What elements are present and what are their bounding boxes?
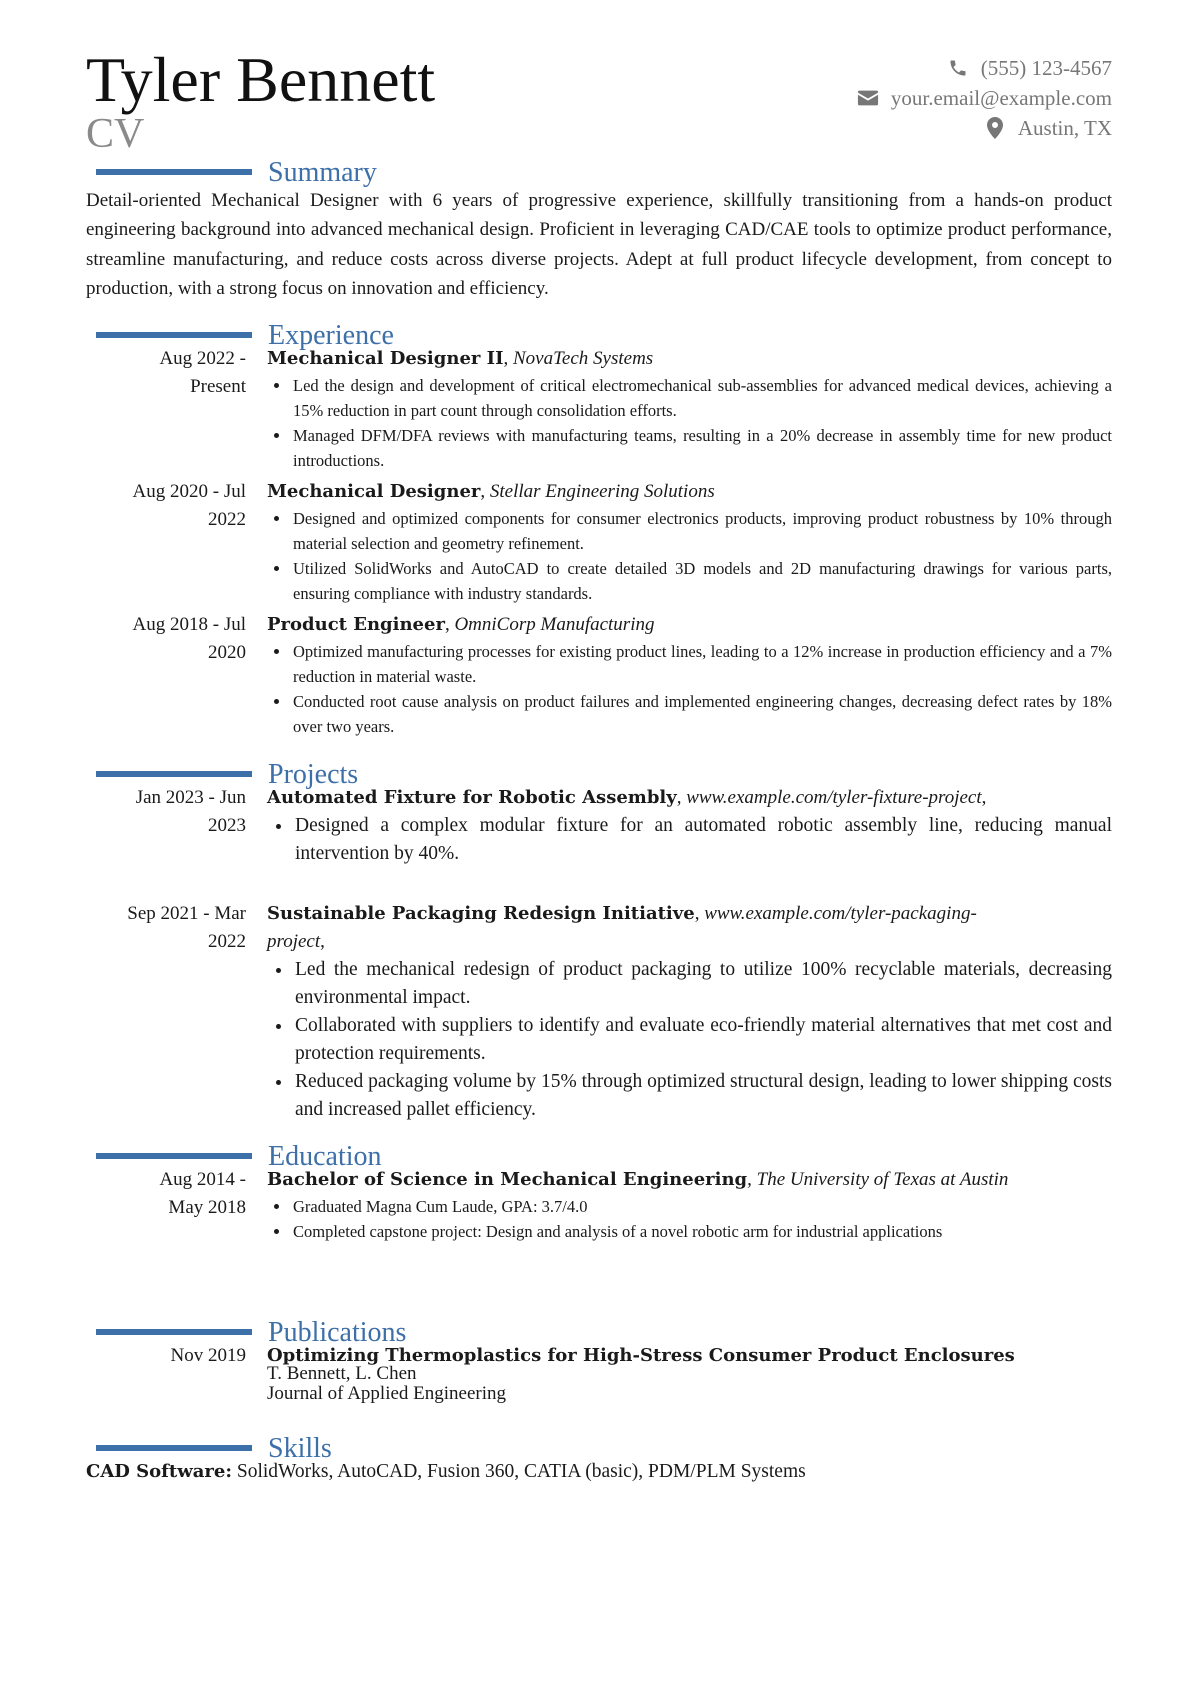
project-title: Automated Fixture for Robotic Assembly [267,787,677,808]
section-title: Publications [268,1317,407,1348]
section-title: Experience [268,320,394,351]
bullet-list [267,956,1112,1124]
section-title: Projects [268,759,359,790]
entry-heading: Sustainable Packaging Redesign Initiative, www.example.com/tyler-packaging-project, [267,903,977,952]
entry-date: Jan 2023 - Jun 2023 [135,787,246,836]
institution-name: The University of Texas at Austin [756,1169,1009,1190]
bullet-item: • Completed capstone project: Design and analysis of a novel robotic arm for industrial applications [291,1219,1112,1244]
entry-heading: Bachelor of Science in Mechanical Engineering, The University of Texas at Austin [267,1169,1009,1190]
bullet-item: • Led the mechanical redesign of product packaging to utilize 100% recyclable materials, decreasing environmental impact. [293,956,1112,1012]
entry-date: Aug 2014 - May 2018 [159,1169,246,1218]
bullet-list [267,812,1112,868]
contact-info [857,53,1112,143]
entry-date: Nov 2019 [170,1345,246,1366]
publication-venue: Journal of Applied Engineering [267,1383,507,1404]
section-bar [96,1153,252,1159]
summary-text: Detail-oriented Mechanical Designer with 6 years of progressive experience, skillfully transitioning from a hands-on product engineering background into advanced mechanical design. Proficient in leveraging CAD/CAE tools to optimize product performance, streamline manufacturing, and reduce costs across diverse projects. Adept at full product lifecycle development, from concept to production, with a strong focus on innovation and efficiency. [86,190,1112,300]
bullet-item: • Reduced packaging volume by 15% through optimized structural design, leading to lower shipping costs and increased pallet efficiency. [293,1068,1112,1124]
entry-body [267,1342,1112,1404]
entry-body [267,900,1112,1124]
entry-body [267,611,1112,739]
entry-heading: Mechanical Designer II, NovaTech Systems [267,348,654,369]
project-link[interactable]: www.example.com/tyler-packaging-project [267,903,977,952]
bullet-item: • Utilized SolidWorks and AutoCAD to create detailed 3D models and 2D manufacturing drawings for various parts, ensuring compliance with industry standards. [291,556,1112,606]
entry-date: Aug 2020 - Jul 2022 [132,481,246,530]
bullet-list [267,506,1112,606]
entry-heading: Automated Fixture for Robotic Assembly, www.example.com/tyler-fixture-project, [267,787,987,808]
bullet-list [267,1194,1112,1244]
location-text: Austin, TX [1017,116,1112,140]
bullet-item: • Graduated Magna Cum Laude, GPA: 3.7/4.0 [291,1194,1112,1219]
phone-number: (555) 123-4567 [980,56,1112,80]
bullet-item: • Conducted root cause analysis on product failures and implemented engineering changes, decreasing defect rates by 18% over two years. [291,689,1112,739]
publication-authors: T. Bennett, L. Chen [267,1363,417,1384]
section-title: Skills [268,1433,332,1464]
entry-body [267,345,1112,473]
contact-location [857,113,1112,143]
email-address[interactable]: your.email@example.com [890,86,1112,110]
section-bar [96,1329,252,1335]
section-title: Education [268,1141,382,1172]
map-pin-icon [984,117,1006,139]
skill-category: CAD Software: [86,1461,232,1482]
job-title: Product Engineer [267,614,445,635]
publication-title: Optimizing Thermoplastics for High-Stress Consumer Product Enclosures [267,1345,1015,1366]
section-bar [96,771,252,777]
section-bar [96,332,252,338]
entry-body [267,784,1112,868]
bullet-list [267,373,1112,473]
company-name: Stellar Engineering Solutions [489,481,715,502]
contact-phone [857,53,1112,83]
degree-title: Bachelor of Science in Mechanical Engineering [267,1169,748,1190]
skills-row [86,1458,806,1486]
entry-heading: Mechanical Designer, Stellar Engineering Solutions [267,481,715,502]
project-title: Sustainable Packaging Redesign Initiative [267,903,695,924]
contact-email [857,83,1112,113]
section-summary-heading [86,156,1112,190]
section-bar [96,1445,252,1451]
project-link[interactable]: www.example.com/tyler-fixture-project [686,787,982,808]
resume-page [86,0,1112,1683]
candidate-name: Tyler Bennett [86,44,436,115]
entry-date: Sep 2021 - Mar 2022 [127,903,246,952]
bullet-item: • Collaborated with suppliers to identify and evaluate eco-friendly material alternatives that met cost and protection requirements. [293,1012,1112,1068]
company-name: NovaTech Systems [513,348,654,369]
bullet-item: • Managed DFM/DFA reviews with manufacturing teams, resulting in a 20% decrease in assembly time for new product introductions. [291,423,1112,473]
bullet-item: • Designed and optimized components for consumer electronics products, improving product robustness by 10% through material selection and geometry refinement. [291,506,1112,556]
bullet-list [267,639,1112,739]
section-bar [96,169,252,175]
entry-date: Aug 2018 - Jul 2020 [132,614,246,663]
company-name: OmniCorp Manufacturing [454,614,655,635]
bullet-item: • Led the design and development of critical electromechanical sub-assemblies for advanced medical devices, achieving a 15% reduction in part count through consolidation efforts. [291,373,1112,423]
section-title: Summary [268,157,377,188]
job-title: Mechanical Designer II [267,348,504,369]
entry-heading: Product Engineer, OmniCorp Manufacturing [267,614,655,635]
entry-body [267,1166,1112,1244]
bullet-item: • Designed a complex modular fixture for an automated robotic assembly line, reducing manual intervention by 40%. [293,812,1112,868]
bullet-item: • Optimized manufacturing processes for existing product lines, leading to a 12% increase in production efficiency and a 7% reduction in material waste. [291,639,1112,689]
entry-body [267,478,1112,606]
skill-list: SolidWorks, AutoCAD, Fusion 360, CATIA (basic), PDM/PLM Systems [236,1461,806,1482]
envelope-icon [857,87,879,109]
entry-date: Aug 2022 - Present [159,348,246,397]
job-title: Mechanical Designer [267,481,481,502]
document-subtitle: CV [86,111,145,157]
phone-icon [947,57,969,79]
